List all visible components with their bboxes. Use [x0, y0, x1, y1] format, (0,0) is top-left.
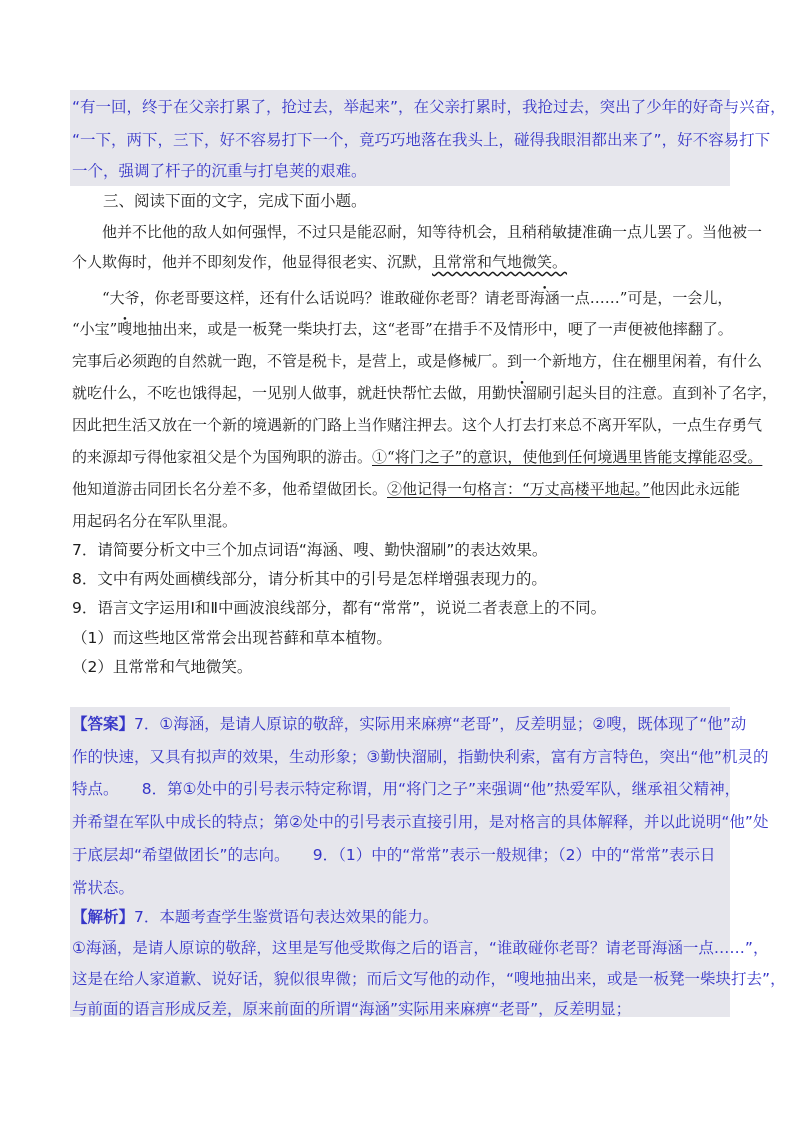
passage-line: [0, 251, 800, 273]
passage-text: 的来源却亏得他家祖父是个为国殉职的游击。: [72, 448, 373, 466]
analysis-line: ①海涵，是请人原谅的敬辞，这里是写他受欺侮之后的语言，“谁敢碰你老哥？请老哥海涵一点……”，: [72, 939, 769, 957]
passage-line: 用起码名分在军队里混。: [72, 512, 238, 530]
passage-line: 完事后必须跑的自然就一跑，不管是税卡，是营上，或是修械厂。到一个新地方，住在棚里闲着，有什么: [72, 352, 763, 370]
passage-text: 他因此永远能: [649, 480, 740, 498]
answer-line: “一下，两下，三下，好不容易打下一个，竟巧巧地落在我头上，碰得我眼泪都出来了”，好不容易打下: [72, 131, 771, 149]
answer-line: 常状态。: [72, 879, 135, 897]
dotted-word-sou: 嗖: [117, 320, 133, 338]
analysis-tag: 【解析】: [72, 908, 135, 926]
answer-line: 一个，强调了杆子的沉重与打皂荚的艰难。: [72, 162, 367, 180]
underlined-phrase-2: ②他记得一句格言：“万丈高楼平地起。”: [387, 480, 650, 498]
passage-text: “小宝”: [72, 320, 118, 338]
answer-line: 并希望在军队中成长的特点；第②处中的引号表示直接引用，是对格言的具体解释，并以此说明“他”处: [72, 813, 769, 831]
passage-text: 地抽出来，或是一板凳一柴块打去，这“老哥”在措手不及情形中，哽了一声便被他摔翻了。: [132, 320, 733, 338]
answer-tag: 【答案】: [72, 715, 135, 733]
wavy-underlined-phrase: 且常常和气地微笑。: [432, 253, 568, 271]
dotted-word-haihan: 海涵: [529, 289, 560, 307]
passage-line: [0, 446, 800, 468]
analysis-line: 与前面的语言形成反差，原来前面的所谓“海涵”实际用来麻痹“老哥”，反差明显；: [72, 1000, 632, 1018]
analysis-line: [0, 906, 800, 928]
passage-text: 他知道游击同团长名分差不多，他希望做团长。: [72, 480, 388, 498]
question-7: 7．请简要分析文中三个加点词语“海涵、嗖、勤快溜刷”的表达效果。: [72, 541, 548, 559]
passage-line: [0, 382, 800, 404]
passage-line: 因此把生活又放在一个新的境遇新的门路上当作赌注押去。这个人打去打来总不离开军队，一点生存勇气: [72, 416, 763, 434]
dotted-word-qinkuailiushua: 勤快溜刷: [492, 384, 553, 402]
answer-line: 作的快速，又具有拟声的效果，生动形象；③勤快溜刷，指勤快利索，富有方言特色，突出“他”机灵的: [72, 748, 769, 766]
analysis-line: 这是在给人家道歉、说好话，貌似很卑微；而后文写他的动作，“嗖地抽出来，或是一板凳一柴块打去”，: [72, 970, 786, 988]
passage-text: 个人欺侮时，他并不即刻发作，他显得很老实、沉默，: [72, 253, 433, 271]
underlined-phrase-1: ①“将门之子”的意识，使他到任何境遇里皆能支撑能忍受。: [372, 448, 763, 466]
passage-text: “大爷，你老哥要这样，还有什么话说吗？谁敢碰你老哥？请老哥: [102, 289, 530, 307]
analysis-text: 7．本题考查学生鉴赏语句表达效果的能力。: [134, 908, 439, 926]
question-9-option-2: （2）且常常和气地微笑。: [72, 658, 253, 676]
answer-line: 于底层却“希望做团长”的志向。 9．（1）中的“常常”表示一般规律；（2）中的“常常”表示日: [72, 846, 716, 864]
passage-text: 引起头目的注意。直到补了名字，: [552, 384, 778, 402]
passage-line: [0, 318, 800, 340]
passage-line: [0, 478, 800, 500]
passage-line: [0, 287, 800, 309]
answer-line: 特点。 8．第①处中的引号表示特定称谓，用“将门之子”来强调“他”热爱军队，继承祖父精神，: [72, 780, 741, 798]
question-9: 9．语言文字运用Ⅰ和Ⅱ中画波浪线部分，都有“常常”，说说二者表意上的不同。: [72, 599, 607, 617]
answer-line: [0, 713, 800, 735]
passage-text: 就吃什么，不吃也饿得起，一见别人做事，就赶快帮忙去做，用: [72, 384, 493, 402]
question-9-option-1: （1）而这些地区常常会出现苔藓和草本植物。: [72, 629, 392, 647]
passage-text: 一点……”可是，一会儿，: [559, 289, 733, 307]
question-8: 8．文中有两处画横线部分，请分析其中的引号是怎样增强表现力的。: [72, 570, 547, 588]
answer-text: 7．①海涵，是请人原谅的敬辞，实际用来麻痹“老哥”，反差明显；②嗖，既体现了“他”动: [134, 715, 747, 733]
answer-line: “有一回，终于在父亲打累了，抢过去，举起来”，在父亲打累时，我抢过去，突出了少年的好奇与兴奋，: [72, 98, 786, 116]
section-heading: 三、阅读下面的文字，完成下面小题。: [103, 192, 367, 210]
passage-line: 他并不比他的敌人如何强悍，不过只是能忍耐，知等待机会，且稍稍敏捷准确一点儿罢了。当他被一: [102, 223, 763, 241]
